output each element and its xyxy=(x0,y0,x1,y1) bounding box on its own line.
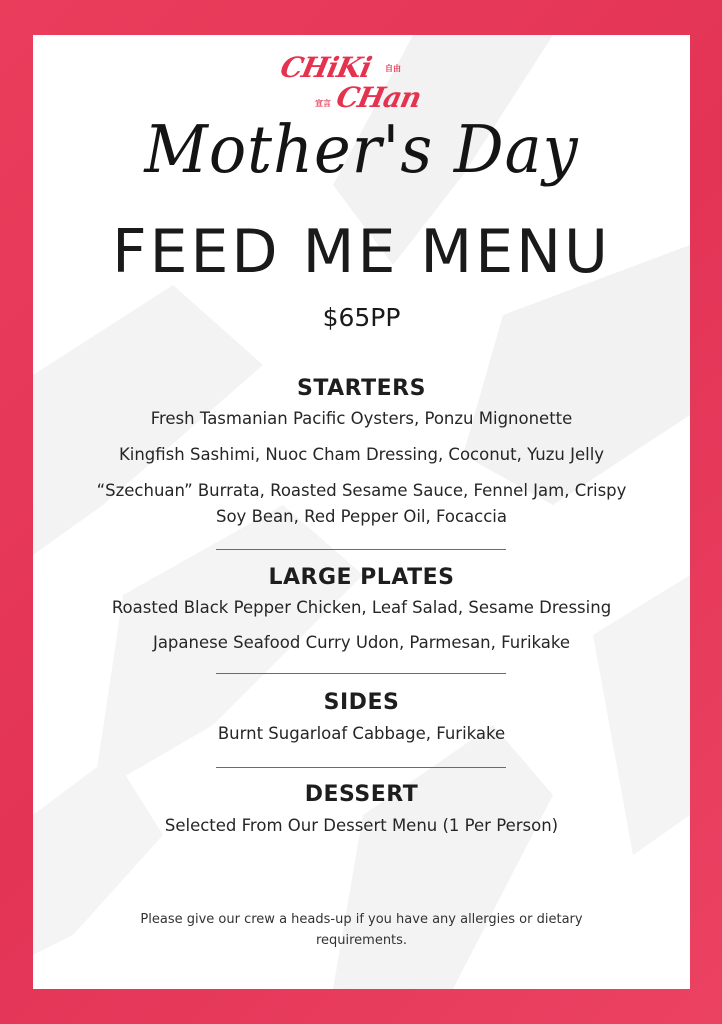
menu-item: Kingfish Sashimi, Nuoc Cham Dressing, Coconut, Yuzu Jelly xyxy=(118,445,605,464)
allergy-notice-line-1: Please give our crew a heads-up if you have any allergies or dietary xyxy=(140,912,583,927)
section-divider xyxy=(216,673,506,674)
price-per-person: $65PP xyxy=(322,303,401,332)
menu-item: “Szechuan” Burrata, Roasted Sesame Sauce, Fennel Jam, Crispy xyxy=(96,481,627,500)
menu-item: Roasted Black Pepper Chicken, Leaf Salad, Sesame Dressing xyxy=(111,598,612,617)
menu-item: Soy Bean, Red Pepper Oil, Focaccia xyxy=(215,507,507,526)
logo-kanji-2: 宣言 xyxy=(315,99,331,108)
section-heading-large-plates: LARGE PLATES xyxy=(268,565,455,590)
section-divider xyxy=(216,767,506,768)
allergy-notice-line-2: requirements. xyxy=(315,933,408,948)
menu-item: Japanese Seafood Curry Udon, Parmesan, Furikake xyxy=(152,633,571,652)
section-heading-starters: STARTERS xyxy=(297,376,426,401)
page-title: FEED ME MENU xyxy=(112,217,611,287)
section-divider xyxy=(216,549,506,550)
section-heading-sides: SIDES xyxy=(323,690,400,715)
menu-card xyxy=(33,35,690,989)
menu-item: Burnt Sugarloaf Cabbage, Furikake xyxy=(217,724,506,743)
menu-item: Fresh Tasmanian Pacific Oysters, Ponzu Mignonette xyxy=(150,409,573,428)
logo-word-2: CHan xyxy=(333,81,424,114)
logo-kanji-1: 自由 xyxy=(385,64,401,73)
mothers-day-script-title: Mother's Day xyxy=(144,111,579,188)
section-heading-dessert: DESSERT xyxy=(304,782,419,807)
allergy-notice xyxy=(73,909,650,951)
menu-item: Selected From Our Dessert Menu (1 Per Person) xyxy=(164,816,559,835)
logo-word-1: CHiKi xyxy=(277,51,374,84)
